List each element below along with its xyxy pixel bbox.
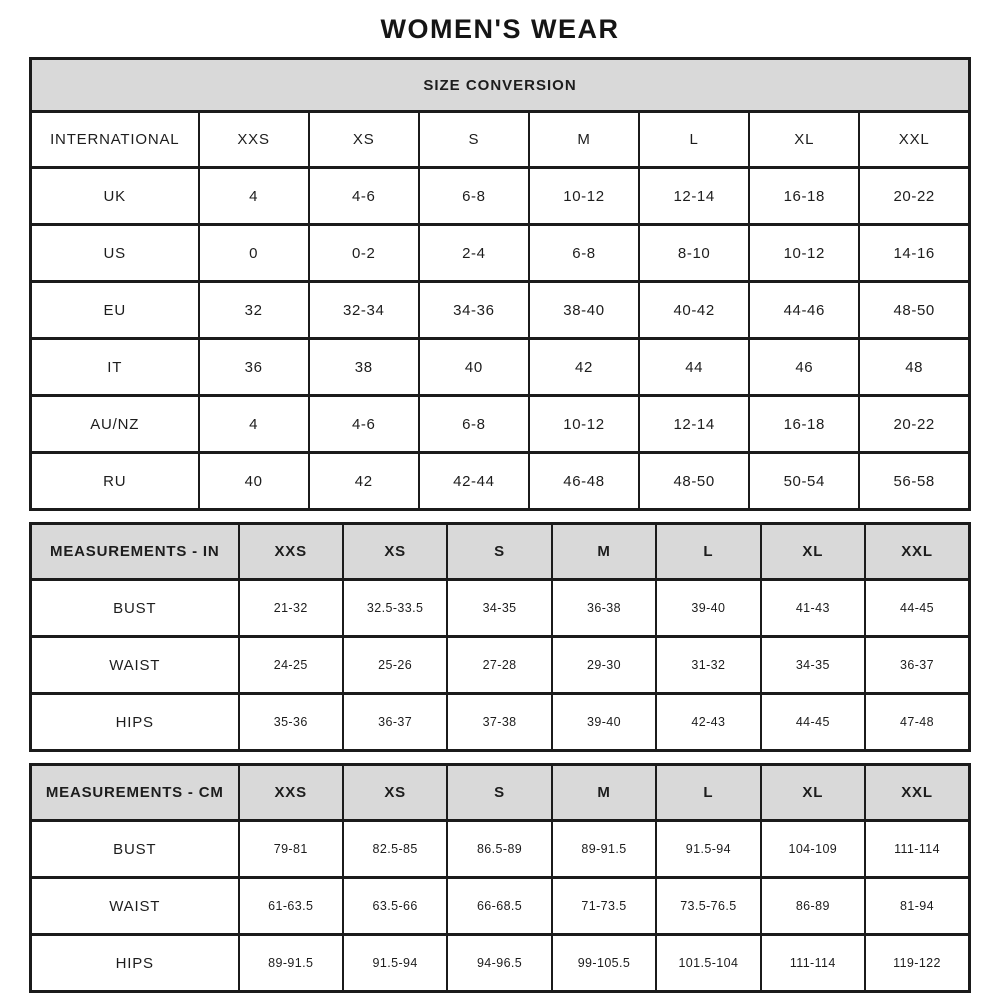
value-cell: 36-37 bbox=[865, 637, 969, 694]
column-header: M bbox=[552, 524, 656, 580]
value-cell: 4 bbox=[199, 168, 309, 225]
value-cell: 29-30 bbox=[552, 637, 656, 694]
column-header: XL bbox=[761, 765, 865, 821]
value-cell: 16-18 bbox=[749, 396, 859, 453]
value-cell: 37-38 bbox=[447, 694, 551, 751]
value-cell: 56-58 bbox=[859, 453, 969, 510]
column-header: M bbox=[552, 765, 656, 821]
value-cell: 86.5-89 bbox=[447, 821, 551, 878]
column-header: S bbox=[419, 112, 529, 168]
column-header: XXL bbox=[859, 112, 969, 168]
value-cell: 6-8 bbox=[419, 168, 529, 225]
value-cell: 0-2 bbox=[309, 225, 419, 282]
value-cell: 89-91.5 bbox=[239, 935, 343, 992]
value-cell: 111-114 bbox=[761, 935, 865, 992]
value-cell: 32-34 bbox=[309, 282, 419, 339]
column-header: XS bbox=[309, 112, 419, 168]
value-cell: 12-14 bbox=[639, 396, 749, 453]
value-cell: 10-12 bbox=[529, 396, 639, 453]
value-cell: 41-43 bbox=[761, 580, 865, 637]
value-cell: 34-35 bbox=[447, 580, 551, 637]
value-cell: 20-22 bbox=[859, 168, 969, 225]
value-cell: 39-40 bbox=[656, 580, 760, 637]
value-cell: 42-44 bbox=[419, 453, 529, 510]
row-label: BUST bbox=[31, 580, 239, 637]
value-cell: 8-10 bbox=[639, 225, 749, 282]
table-row bbox=[31, 935, 970, 992]
value-cell: 48-50 bbox=[639, 453, 749, 510]
row-label: HIPS bbox=[31, 694, 239, 751]
table-row bbox=[31, 821, 970, 878]
value-cell: 35-36 bbox=[239, 694, 343, 751]
table-row bbox=[31, 282, 970, 339]
column-header: L bbox=[639, 112, 749, 168]
value-cell: 46 bbox=[749, 339, 859, 396]
value-cell: 81-94 bbox=[865, 878, 969, 935]
value-cell: 66-68.5 bbox=[447, 878, 551, 935]
value-cell: 38-40 bbox=[529, 282, 639, 339]
table-row bbox=[31, 339, 970, 396]
row-label: AU/NZ bbox=[31, 396, 199, 453]
table-row bbox=[31, 168, 970, 225]
value-cell: 101.5-104 bbox=[656, 935, 760, 992]
column-header: MEASUREMENTS - CM bbox=[31, 765, 239, 821]
value-cell: 71-73.5 bbox=[552, 878, 656, 935]
row-label: UK bbox=[31, 168, 199, 225]
value-cell: 36 bbox=[199, 339, 309, 396]
column-header: XS bbox=[343, 524, 447, 580]
column-header: XXS bbox=[199, 112, 309, 168]
column-header: XL bbox=[761, 524, 865, 580]
column-header: XXL bbox=[865, 765, 969, 821]
column-header: XXS bbox=[239, 524, 343, 580]
table-row bbox=[31, 225, 970, 282]
table-header-row bbox=[31, 524, 970, 580]
value-cell: 21-32 bbox=[239, 580, 343, 637]
value-cell: 42 bbox=[529, 339, 639, 396]
row-label: EU bbox=[31, 282, 199, 339]
column-header: XXS bbox=[239, 765, 343, 821]
column-header: M bbox=[529, 112, 639, 168]
table-row bbox=[31, 453, 970, 510]
table-row bbox=[31, 878, 970, 935]
table-row bbox=[31, 580, 970, 637]
value-cell: 46-48 bbox=[529, 453, 639, 510]
value-cell: 34-35 bbox=[761, 637, 865, 694]
value-cell: 73.5-76.5 bbox=[656, 878, 760, 935]
column-header: S bbox=[447, 524, 551, 580]
value-cell: 47-48 bbox=[865, 694, 969, 751]
column-header: XL bbox=[749, 112, 859, 168]
row-label: WAIST bbox=[31, 878, 239, 935]
value-cell: 36-37 bbox=[343, 694, 447, 751]
measurements-cm-table bbox=[29, 763, 971, 993]
row-label: RU bbox=[31, 453, 199, 510]
table-row bbox=[31, 637, 970, 694]
row-label: WAIST bbox=[31, 637, 239, 694]
value-cell: 48 bbox=[859, 339, 969, 396]
row-label: HIPS bbox=[31, 935, 239, 992]
value-cell: 40 bbox=[419, 339, 529, 396]
value-cell: 44 bbox=[639, 339, 749, 396]
value-cell: 111-114 bbox=[865, 821, 969, 878]
column-header: S bbox=[447, 765, 551, 821]
value-cell: 104-109 bbox=[761, 821, 865, 878]
column-header: XXL bbox=[865, 524, 969, 580]
column-header: XS bbox=[343, 765, 447, 821]
value-cell: 20-22 bbox=[859, 396, 969, 453]
value-cell: 89-91.5 bbox=[552, 821, 656, 878]
value-cell: 12-14 bbox=[639, 168, 749, 225]
value-cell: 38 bbox=[309, 339, 419, 396]
value-cell: 42-43 bbox=[656, 694, 760, 751]
page-title: WOMEN'S WEAR bbox=[380, 14, 620, 44]
value-cell: 2-4 bbox=[419, 225, 529, 282]
column-header: L bbox=[656, 765, 760, 821]
table-row bbox=[31, 396, 970, 453]
value-cell: 40 bbox=[199, 453, 309, 510]
value-cell: 16-18 bbox=[749, 168, 859, 225]
table-header-row bbox=[31, 112, 970, 168]
value-cell: 6-8 bbox=[529, 225, 639, 282]
value-cell: 61-63.5 bbox=[239, 878, 343, 935]
table-row bbox=[31, 694, 970, 751]
value-cell: 25-26 bbox=[343, 637, 447, 694]
value-cell: 50-54 bbox=[749, 453, 859, 510]
value-cell: 99-105.5 bbox=[552, 935, 656, 992]
value-cell: 0 bbox=[199, 225, 309, 282]
value-cell: 32.5-33.5 bbox=[343, 580, 447, 637]
value-cell: 91.5-94 bbox=[656, 821, 760, 878]
table-banner-row bbox=[31, 59, 970, 112]
value-cell: 24-25 bbox=[239, 637, 343, 694]
row-label: IT bbox=[31, 339, 199, 396]
table-banner: SIZE CONVERSION bbox=[31, 59, 970, 112]
row-label: US bbox=[31, 225, 199, 282]
size-conversion-table bbox=[29, 57, 971, 511]
column-header: MEASUREMENTS - IN bbox=[31, 524, 239, 580]
value-cell: 86-89 bbox=[761, 878, 865, 935]
value-cell: 4-6 bbox=[309, 396, 419, 453]
measurements-in-table bbox=[29, 522, 971, 752]
value-cell: 39-40 bbox=[552, 694, 656, 751]
row-label: BUST bbox=[31, 821, 239, 878]
value-cell: 63.5-66 bbox=[343, 878, 447, 935]
value-cell: 42 bbox=[309, 453, 419, 510]
value-cell: 27-28 bbox=[447, 637, 551, 694]
value-cell: 91.5-94 bbox=[343, 935, 447, 992]
column-header: L bbox=[656, 524, 760, 580]
value-cell: 94-96.5 bbox=[447, 935, 551, 992]
value-cell: 34-36 bbox=[419, 282, 529, 339]
value-cell: 79-81 bbox=[239, 821, 343, 878]
value-cell: 10-12 bbox=[529, 168, 639, 225]
value-cell: 31-32 bbox=[656, 637, 760, 694]
value-cell: 44-46 bbox=[749, 282, 859, 339]
table-header-row bbox=[31, 765, 970, 821]
value-cell: 48-50 bbox=[859, 282, 969, 339]
value-cell: 82.5-85 bbox=[343, 821, 447, 878]
column-header: INTERNATIONAL bbox=[31, 112, 199, 168]
value-cell: 44-45 bbox=[865, 580, 969, 637]
value-cell: 36-38 bbox=[552, 580, 656, 637]
value-cell: 6-8 bbox=[419, 396, 529, 453]
value-cell: 40-42 bbox=[639, 282, 749, 339]
value-cell: 4-6 bbox=[309, 168, 419, 225]
value-cell: 44-45 bbox=[761, 694, 865, 751]
value-cell: 14-16 bbox=[859, 225, 969, 282]
value-cell: 4 bbox=[199, 396, 309, 453]
value-cell: 10-12 bbox=[749, 225, 859, 282]
value-cell: 119-122 bbox=[865, 935, 969, 992]
value-cell: 32 bbox=[199, 282, 309, 339]
